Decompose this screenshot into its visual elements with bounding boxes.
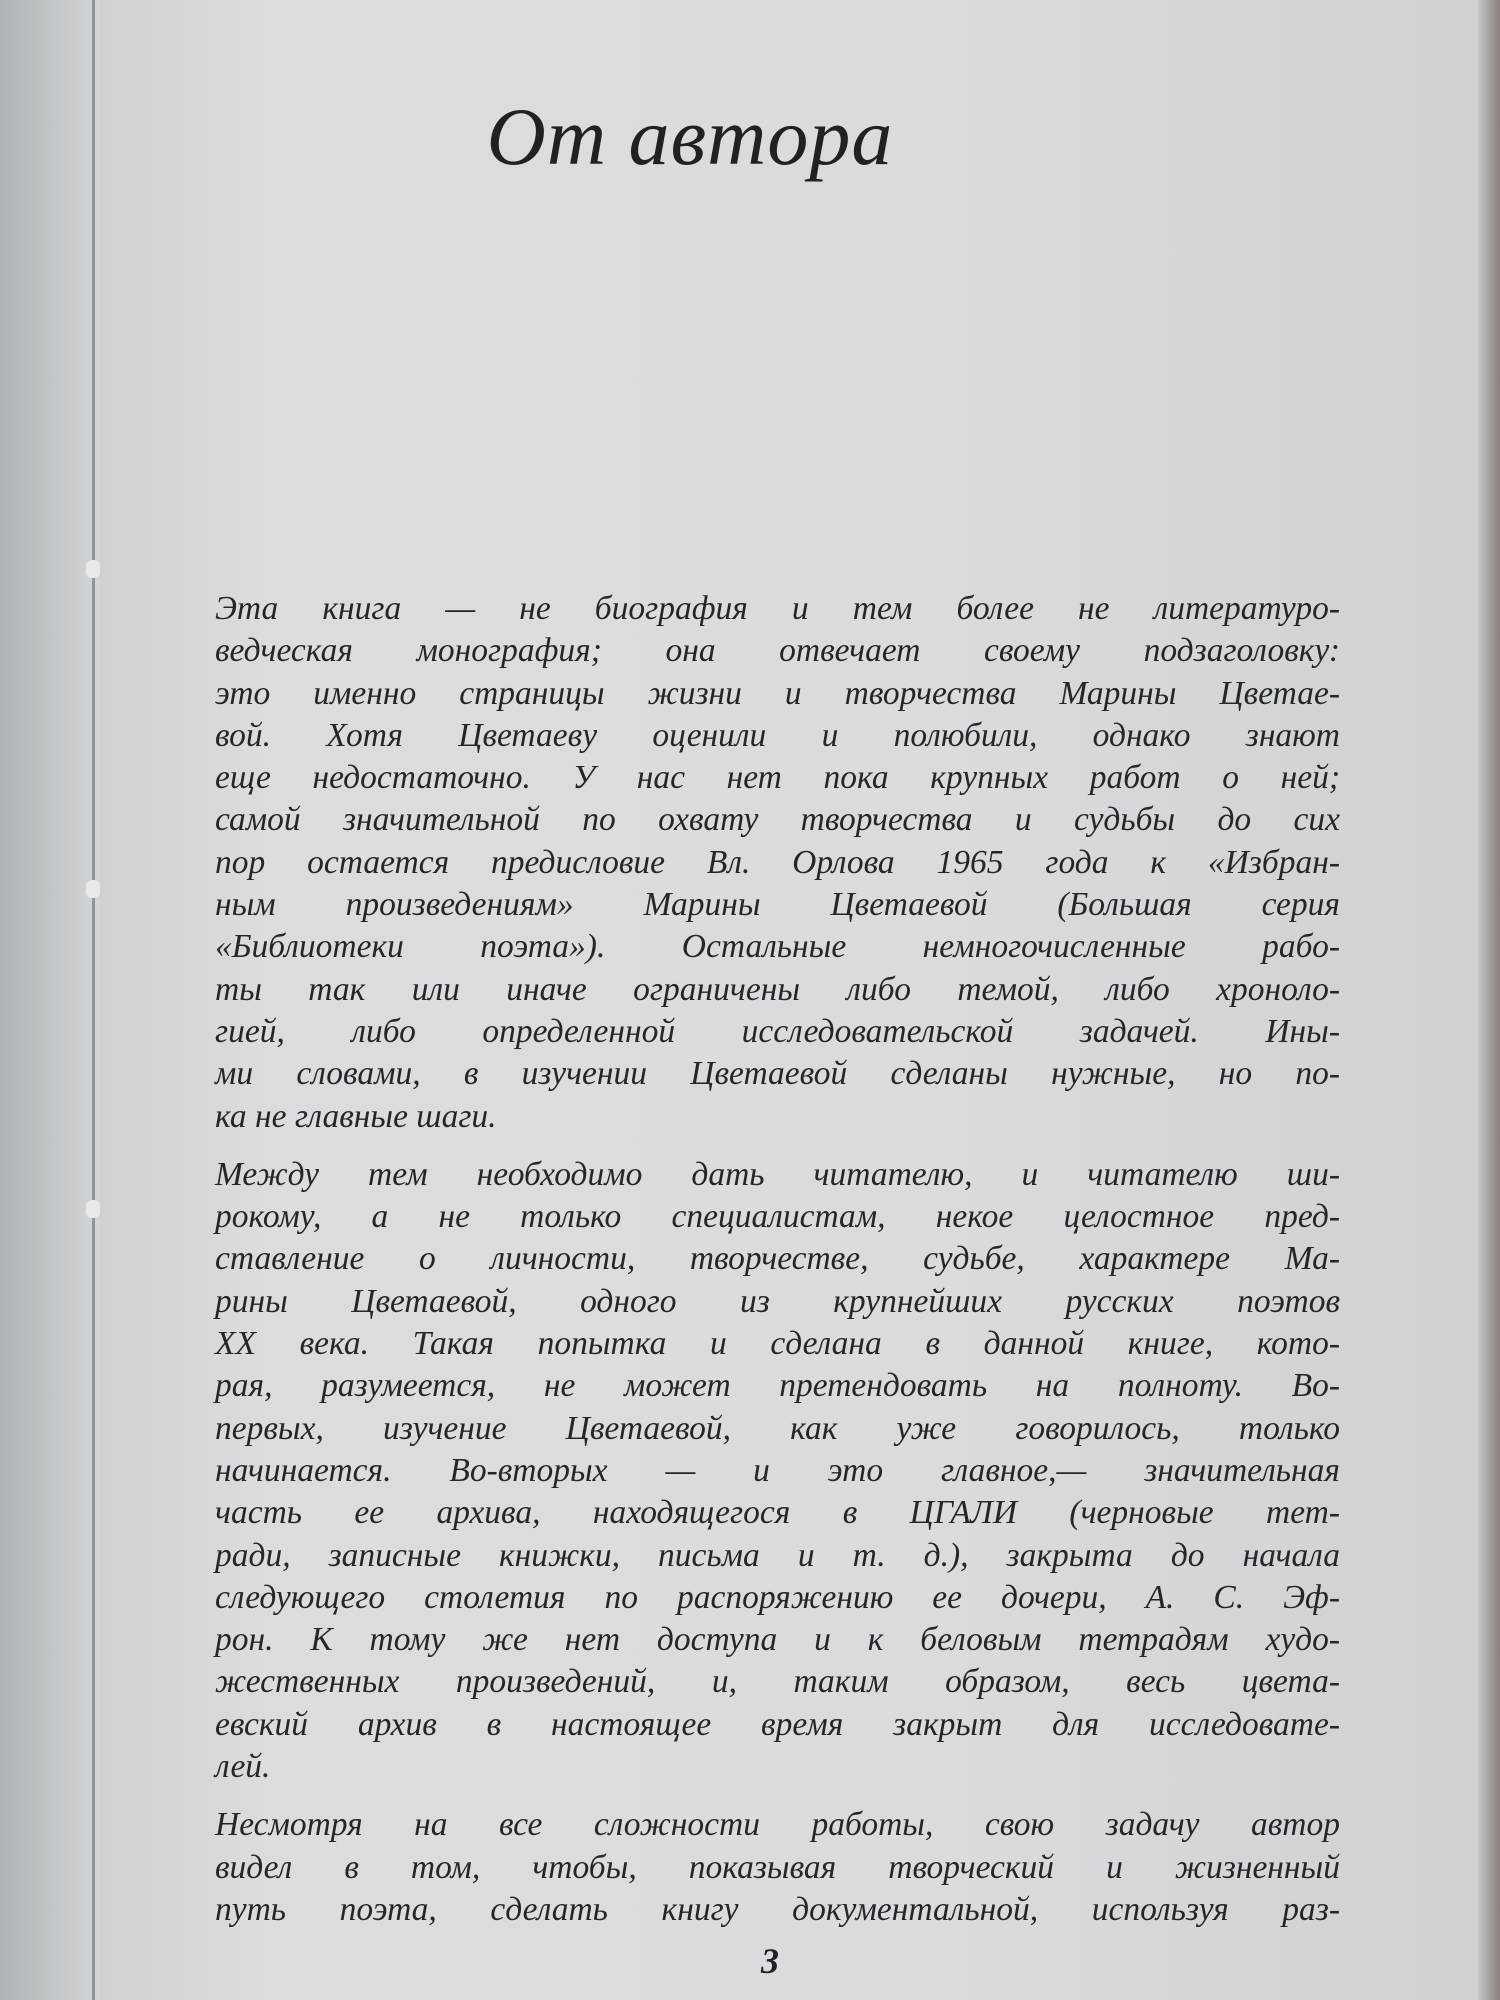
paragraph-1 [215, 588, 1340, 1138]
page-edge-shadow [1478, 0, 1500, 2000]
text-line: начинается. Во-вторых — и это главное,— значительная [215, 1451, 1340, 1489]
text-line: ка не главные шаги. [215, 1097, 497, 1135]
text-line: Несмотря на все сложности работы, свою задачу автор [215, 1806, 1340, 1844]
text-line: это именно страницы жизни и творчества Марины Цветае- [215, 674, 1340, 712]
text-line: часть ее архива, находящегося в ЦГАЛИ (черновые тет- [215, 1494, 1340, 1532]
text-line: вой. Хотя Цветаеву оценили и полюбили, однако знают [215, 716, 1340, 754]
text-line: жественных произведений, и, таким образом, весь цвета- [215, 1663, 1340, 1701]
chapter-heading: От автора [486, 91, 894, 182]
text-line: ставление о личности, творчестве, судьбе, характере Ма- [215, 1240, 1340, 1278]
body-text [215, 588, 1340, 1931]
gutter-fold [92, 0, 95, 2000]
text-line: ты так или иначе ограничены либо темой, либо хроноло- [215, 970, 1340, 1008]
text-line: «Библиотеки поэта»). Остальные немногочисленные рабо- [215, 928, 1340, 966]
text-line: рая, разумеется, не может претендовать на полноту. Во- [215, 1367, 1340, 1405]
paragraph-2 [215, 1154, 1340, 1788]
text-line: гией, либо определенной исследовательской задачей. Ины- [215, 1012, 1340, 1050]
text-line: еще недостаточно. У нас нет пока крупных работ о ней; [215, 759, 1340, 797]
text-line: путь поэта, сделать книгу документальной, используя раз- [215, 1890, 1340, 1928]
text-line: евский архив в настоящее время закрыт для исследовате- [215, 1705, 1340, 1743]
text-line: лей. [215, 1748, 271, 1786]
binding-stitch [86, 1200, 100, 1218]
text-line: рон. К тому же нет доступа и к беловым тетрадям худо- [215, 1621, 1340, 1659]
text-line: ми словами, в изучении Цветаевой сделаны нужные, но по- [215, 1055, 1340, 1093]
text-line: рины Цветаевой, одного из крупнейших русских поэтов [215, 1282, 1340, 1320]
text-line: видел в том, чтобы, показывая творческий и жизненный [215, 1848, 1340, 1886]
paragraph-3 [215, 1804, 1340, 1931]
text-line: Эта книга — не биография и тем более не литературо- [215, 590, 1340, 627]
text-line: рокому, а не только специалистам, некое целостное пред- [215, 1198, 1340, 1236]
text-line: ведческая монография; она отвечает своему подзаголовку: [215, 632, 1340, 670]
text-line: самой значительной по охвату творчества и судьбы до сих [215, 801, 1340, 839]
text-line: ным произведениям» Марины Цветаевой (Большая серия [215, 886, 1340, 924]
binding-stitch [86, 560, 100, 578]
text-line: первых, изучение Цветаевой, как уже говорилось, только [215, 1409, 1340, 1447]
page-number: 3 [761, 1941, 779, 1981]
text-line: ради, записные книжки, письма и т. д.), закрыта до начала [215, 1536, 1340, 1574]
text-line: пор остается предисловие Вл. Орлова 1965 года к «Избран- [215, 843, 1340, 881]
text-line: следующего столетия по распоряжению ее дочери, А. С. Эф- [215, 1578, 1340, 1616]
text-line: XX века. Такая попытка и сделана в данной книге, кото- [215, 1325, 1340, 1363]
binding-stitch [86, 880, 100, 898]
text-line: Между тем необходимо дать читателю, и читателю ши- [215, 1155, 1340, 1193]
